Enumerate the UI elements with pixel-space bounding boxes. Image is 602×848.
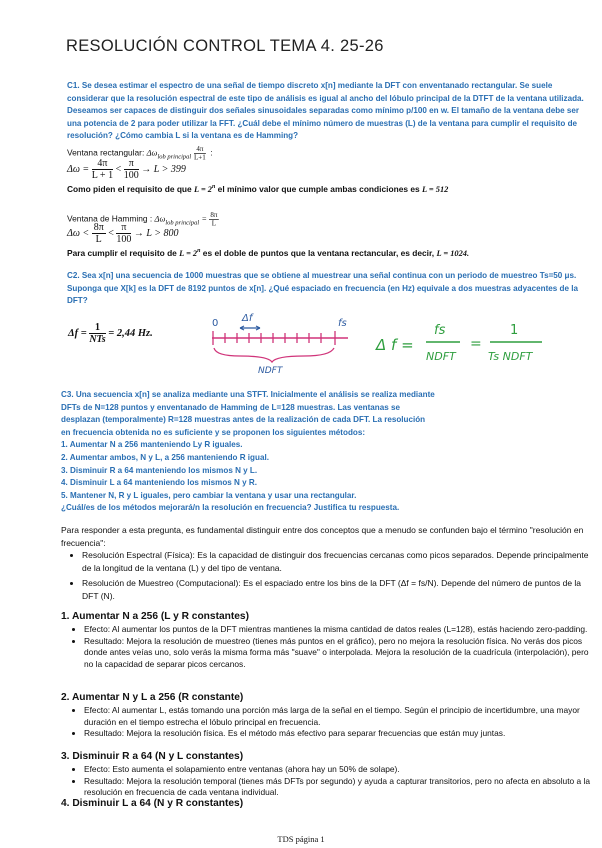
ham-eq-fraction2 — [116, 222, 131, 245]
c2-formula-den: NTs — [89, 334, 106, 345]
concept-list — [70, 549, 595, 602]
ham-symbol: Δω — [154, 214, 166, 224]
rect-eq-fraction2 — [124, 158, 139, 181]
ham-label: Ventana de Hamming : — [67, 213, 153, 224]
rect-fraction-den: L+1 — [193, 153, 206, 162]
c3-question — [61, 389, 561, 515]
section-item: • Resultado: Mejora la resolución temporal (tienes más DFTs por segundo) y ayuda a capturar transitorios, pero no afecta en absoluto a la resolución en frecuencia de cada ventana individual. — [84, 776, 594, 799]
c2-question: C2. Sea x[n] una secuencia de 1000 muestras que se obtiene al muestrear una señal continua con un periodo de muestreo Ts=50 μs. Suponga que X[k] es la DFT de 8192 puntos de x[n]. ¿Qué espaciado en frecuencia (en Hz) equivale a dos muestras adyacentes de la DFT? — [67, 271, 578, 306]
section-item: • Resultado: Mejora la resolución física. Es el método más efectivo para separar frecuencias que están muy juntas. — [84, 728, 594, 740]
ham-conclusion-b: L = 2 — [179, 248, 198, 258]
hw-df: Δf — [242, 313, 253, 324]
section-item: • Efecto: Al aumentar L, estás tomando una porción más larga de la señal en el tiempo. Según el principio de incertidumbre, una mayor duración en el tiempo estrecha el lóbulo principal en frecuencia. — [84, 705, 594, 728]
ham-subscript: lob principal — [165, 219, 200, 227]
answer-intro: Para responder a esta pregunta, es fundamental distinguir entre dos conceptos que a menudo se confunden bajo el término "resolución en frecuencia": — [61, 525, 584, 548]
c1-rect-conclusion — [67, 181, 448, 196]
section-heading: 2. Aumentar N y L a 256 (R constante) — [61, 692, 244, 703]
rect-eq-lhs: Δω = — [67, 163, 90, 175]
page-footer: TDS página 1 — [277, 834, 325, 844]
brace — [214, 348, 334, 362]
section-item: • Efecto: Al aumentar los puntos de la DFT mientras mantienes la misma cantidad de datos reales (L=128), estás haciendo zero-padding. — [84, 624, 594, 636]
section-list — [72, 705, 594, 740]
hw-eq-eq: = — [470, 336, 482, 352]
rect-eq-den: L + 1 — [91, 170, 114, 181]
hw-eq-num2: 1 — [510, 323, 519, 338]
rect-conclusion-d: L = 512 — [422, 184, 449, 194]
ham-eq-den: L — [95, 234, 102, 245]
hw-zero: 0 — [212, 318, 219, 329]
rect-eq-result: → L > 399 — [141, 163, 186, 175]
ham-eq-rden: 100 — [116, 234, 132, 245]
c3-line: C3. Una secuencia x[n] se analiza mediante una STFT. Inicialmente el análisis se realiza mediante — [61, 390, 435, 399]
rect-fraction — [194, 145, 206, 161]
section-item: • Efecto: Esto aumenta el solapamiento entre ventanas (ahora hay un 50% de solape). — [84, 764, 594, 776]
rect-eq-rden: 100 — [123, 170, 139, 181]
c1-question: C1. Se desea estimar el espectro de una señal de tiempo discreto x[n] mediante la DFT con enventanado rectangular. Se suele considerar que la resolución espectral de este tipo de análisis es igual al ancho del lóbulo principal de la DTFT de la ventana utilizada. Deseamos ser capaces de distinguir dos señales sinusoidales separadas como mínimo p/100 en w. El tamaño de la ventana debe ser una potencia de 2 para poder utilizar la FFT. ¿Cuál debe el mínimo número de muestras (L) de la ventana para cumplir el requisito de resolución? ¿Cómo cambia L si la ventana es de Hamming? — [67, 81, 584, 141]
ham-fraction — [209, 211, 219, 227]
c1-rect-definition: Ventana rectangular: $\Delta\omega_{lob principal}$ $\frac{4\pi}{L+1}$ : — [67, 145, 213, 162]
hw-eq-den1: NDFT — [426, 350, 456, 363]
rect-subscript: lob principal — [157, 153, 192, 161]
ham-eq-num: 8π — [93, 222, 104, 233]
c3-line: 2. Aumentar ambos, N y L, a 256 manteniendo R igual. — [61, 452, 269, 462]
c1-ham-equation — [67, 222, 179, 245]
ham-eq-lhs: Δω < — [67, 227, 90, 239]
rect-conclusion-b: L = 2 — [194, 184, 212, 194]
section-list — [72, 624, 594, 670]
ham-eq-fraction1 — [92, 222, 106, 245]
c2-formula-num: 1 — [89, 322, 105, 334]
ham-fraction-den: L — [211, 219, 217, 228]
ham-conclusion-a: Para cumplir el requisito de — [67, 247, 180, 258]
c2-formula-lhs: Δf = — [68, 327, 87, 339]
c3-line: ¿Cuál/es de los métodos mejorará/n la resolución en frecuencia? Justifica tu respuesta. — [61, 503, 400, 513]
hw-eq-lhs: Δ f = — [376, 336, 414, 354]
rect-conclusion-c: el mínimo valor que cumple ambas condiciones es — [215, 183, 422, 194]
c1-ham-conclusion — [67, 245, 469, 260]
section-heading: 4. Disminuir L a 64 (N y R constantes) — [61, 798, 244, 809]
ham-eq-rnum: π — [116, 222, 131, 234]
hw-eq-den2: Ts NDFT — [488, 350, 533, 363]
page-title: RESOLUCIÓN CONTROL TEMA 4. 25-26 — [66, 37, 384, 55]
hw-ndft: NDFT — [258, 366, 283, 376]
concept-item: • Resolución Espectral (Física): Es la capacidad de distinguir dos frecuencias cercanas como picos separados. Depende principalmente de la longitud de la ventana (L) y del tipo de ventana. — [82, 549, 595, 574]
c2-formula — [68, 322, 153, 345]
rect-conclusion-exp: n — [212, 184, 216, 190]
hw-eq-num1: fs — [434, 323, 446, 338]
ham-fraction-num: 8π — [210, 211, 218, 220]
ham-conclusion-exp: n — [197, 248, 201, 254]
ham-eq-lt: < — [108, 227, 114, 239]
section-item: • Resultado: Mejora la resolución de muestreo (tienes más puntos en el gráfico), pero no mejora la resolución física. No verás dos picos donde antes veías uno, solo verás la misma forma más "suave" o interpolada. Mejora la resolución de la cuadrícula (interpolación), pero no la capacidad de separar picos cercanos. — [84, 636, 594, 671]
ham-conclusion-d: L = 1024. — [436, 248, 470, 258]
rect-fraction-num: 4π — [194, 145, 206, 153]
section-list — [72, 764, 594, 799]
concept-item: • Resolución de Muestreo (Computacional): Es el espaciado entre los bins de la DFT (Δf = fs/N). Depende del número de puntos de la DFT (N). — [82, 577, 595, 602]
c2-handwritten-diagram — [200, 304, 600, 376]
rect-eq-lt: < — [115, 163, 122, 175]
c3-line: desplazan (temporalmente) R=128 muestras antes de la realización de cada DFT. La resolución — [61, 415, 426, 425]
c3-line: DFTs de N=128 puntos y enventanado de Hamming de L=128 muestras. Las ventanas se — [61, 402, 401, 412]
c1-ham-definition: Ventana de Hamming : $\Delta\omega_{lob principal}$ = $\frac{8\pi}{L}$ — [67, 211, 218, 228]
hw-fs: fs — [338, 318, 347, 329]
section-heading: 1. Aumentar N a 256 (L y R constantes) — [61, 611, 249, 622]
ham-conclusion-c: es el doble de puntos que la ventana rectancular, es decir, — [200, 247, 437, 258]
c3-line: 4. Disminuir L a 64 manteniendo los mismos N y R. — [61, 478, 257, 488]
rect-label: Ventana rectangular: — [67, 147, 145, 158]
c1-rect-equation — [67, 158, 186, 181]
c3-line: en frecuencia obtenida no es suficiente y se proponen los siguientes métodos: — [61, 427, 366, 437]
c3-line: 1. Aumentar N a 256 manteniendo Ly R iguales. — [61, 440, 243, 450]
rect-conclusion-a: Como piden el requisito de que — [67, 183, 195, 194]
c3-line: 3. Disminuir R a 64 manteniendo los mismos N y L. — [61, 465, 258, 475]
rect-eq-rnum: π — [124, 158, 139, 170]
rect-eq-num: 4π — [92, 158, 113, 170]
c3-line: 5. Mantener N, R y L iguales, pero cambiar la ventana y usar una rectangular. — [61, 490, 357, 500]
section-heading: 3. Disminuir R a 64 (N y L constantes) — [61, 751, 244, 762]
c2-formula-result: = 2,44 Hz. — [108, 327, 153, 339]
rect-symbol: Δω — [146, 148, 158, 158]
c2-formula-fraction — [89, 322, 105, 345]
ham-eq-result: → L > 800 — [133, 227, 179, 239]
rect-eq-fraction1 — [92, 158, 113, 181]
